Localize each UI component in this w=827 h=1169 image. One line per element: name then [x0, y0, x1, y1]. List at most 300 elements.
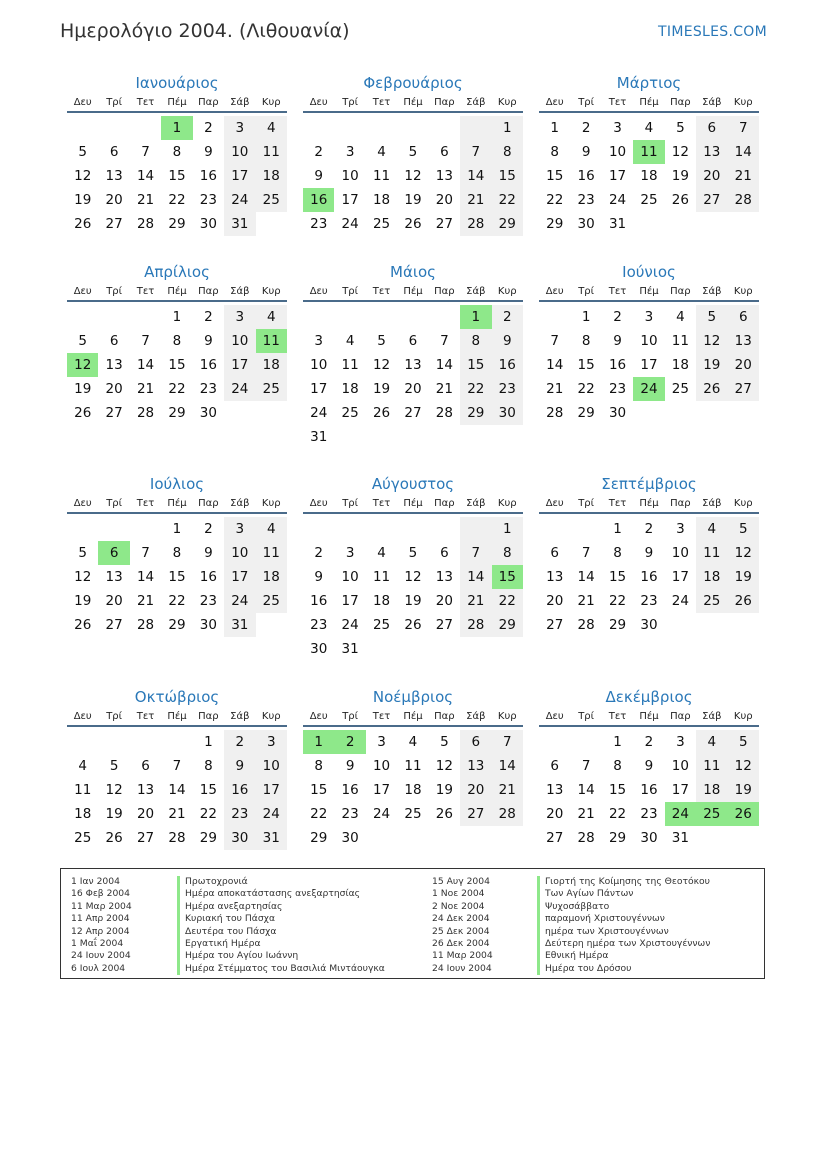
day-cell[interactable]: 15 [577, 357, 595, 373]
day-cell[interactable]: 19 [696, 353, 727, 377]
day-cell[interactable]: 11 [671, 333, 689, 349]
day-cell[interactable]: 15 [492, 565, 523, 589]
day-cell[interactable]: 15 [310, 782, 328, 798]
day-cell[interactable]: 5 [696, 305, 727, 329]
day-cell[interactable]: 5 [78, 144, 87, 160]
day-cell[interactable]: 4 [78, 758, 87, 774]
day-cell[interactable]: 25 [671, 381, 689, 397]
day-cell[interactable]: 30 [640, 830, 658, 846]
day-cell[interactable]: 22 [608, 806, 627, 822]
day-cell[interactable]: 6 [550, 758, 559, 774]
day-cell[interactable]: 9 [345, 758, 355, 774]
day-cell[interactable]: 26 [372, 405, 391, 421]
day-cell[interactable]: 27 [435, 617, 453, 633]
day-cell[interactable]: 14 [460, 164, 491, 188]
day-cell[interactable]: 24 [341, 617, 359, 633]
day-cell[interactable]: 10 [640, 333, 658, 349]
day-cell[interactable]: 8 [172, 545, 182, 561]
day-cell[interactable]: 24 [633, 377, 664, 401]
day-cell[interactable]: 4 [345, 333, 355, 349]
day-cell[interactable]: 23 [224, 802, 255, 826]
day-cell[interactable]: 21 [577, 593, 595, 609]
day-cell[interactable]: 28 [136, 617, 155, 633]
day-cell[interactable]: 13 [435, 569, 453, 585]
day-cell[interactable]: 28 [460, 613, 491, 637]
day-cell[interactable]: 24 [372, 806, 391, 822]
day-cell[interactable]: 8 [492, 541, 523, 565]
day-cell[interactable]: 26 [696, 377, 727, 401]
day-cell[interactable]: 2 [224, 730, 255, 754]
day-cell[interactable]: 14 [492, 754, 523, 778]
day-cell[interactable]: 12 [671, 144, 689, 160]
day-cell[interactable]: 30 [492, 401, 523, 425]
day-cell[interactable]: 11 [341, 357, 359, 373]
day-cell[interactable]: 6 [696, 116, 727, 140]
day-cell[interactable]: 29 [492, 212, 523, 236]
day-cell[interactable]: 28 [546, 405, 564, 421]
day-cell[interactable]: 13 [105, 357, 123, 373]
day-cell[interactable]: 23 [640, 806, 658, 822]
day-cell[interactable]: 13 [136, 782, 155, 798]
day-cell[interactable]: 3 [256, 730, 287, 754]
day-cell[interactable]: 7 [172, 758, 182, 774]
day-cell[interactable]: 2 [613, 309, 622, 325]
day-cell[interactable]: 23 [310, 617, 328, 633]
day-cell[interactable]: 11 [74, 782, 92, 798]
day-cell[interactable]: 29 [199, 830, 217, 846]
day-cell[interactable]: 1 [492, 517, 523, 541]
day-cell[interactable]: 2 [314, 545, 323, 561]
day-cell[interactable]: 13 [105, 569, 123, 585]
day-cell[interactable]: 1 [172, 521, 182, 537]
day-cell[interactable]: 5 [78, 545, 87, 561]
day-cell[interactable]: 18 [74, 806, 92, 822]
day-cell[interactable]: 14 [435, 357, 453, 373]
day-cell[interactable]: 18 [696, 778, 727, 802]
day-cell[interactable]: 29 [492, 613, 523, 637]
day-cell[interactable]: 22 [168, 593, 186, 609]
day-cell[interactable]: 24 [665, 802, 696, 826]
day-cell[interactable]: 1 [550, 120, 559, 136]
day-cell[interactable]: 26 [435, 806, 453, 822]
day-cell[interactable]: 22 [577, 381, 595, 397]
day-cell[interactable]: 20 [728, 353, 759, 377]
day-cell[interactable]: 3 [644, 309, 654, 325]
day-cell[interactable]: 23 [341, 806, 359, 822]
day-cell[interactable]: 4 [408, 734, 418, 750]
day-cell[interactable]: 24 [224, 589, 255, 613]
day-cell[interactable]: 12 [435, 758, 453, 774]
day-cell[interactable]: 2 [314, 144, 323, 160]
day-cell[interactable]: 2 [581, 120, 591, 136]
day-cell[interactable]: 17 [671, 569, 689, 585]
day-cell[interactable]: 29 [168, 216, 186, 232]
day-cell[interactable]: 9 [613, 333, 622, 349]
day-cell[interactable]: 25 [256, 377, 287, 401]
day-cell[interactable]: 25 [640, 192, 658, 208]
day-cell[interactable]: 27 [546, 617, 564, 633]
day-cell[interactable]: 2 [334, 730, 365, 754]
day-cell[interactable]: 2 [492, 305, 523, 329]
day-cell[interactable]: 13 [404, 357, 422, 373]
day-cell[interactable]: 30 [640, 617, 658, 633]
day-cell[interactable]: 12 [74, 569, 92, 585]
day-cell[interactable]: 6 [408, 333, 418, 349]
day-cell[interactable]: 17 [671, 782, 689, 798]
day-cell[interactable]: 14 [728, 140, 759, 164]
day-cell[interactable]: 20 [105, 593, 123, 609]
day-cell[interactable]: 7 [728, 116, 759, 140]
day-cell[interactable]: 14 [546, 357, 564, 373]
day-cell[interactable]: 29 [460, 401, 491, 425]
day-cell[interactable]: 4 [377, 545, 386, 561]
day-cell[interactable]: 5 [440, 734, 449, 750]
day-cell[interactable]: 24 [341, 216, 359, 232]
day-cell[interactable]: 28 [460, 212, 491, 236]
day-cell[interactable]: 31 [671, 830, 689, 846]
day-cell[interactable]: 12 [67, 353, 98, 377]
day-cell[interactable]: 10 [224, 329, 255, 353]
day-cell[interactable]: 31 [224, 212, 255, 236]
day-cell[interactable]: 28 [168, 830, 186, 846]
day-cell[interactable]: 27 [435, 216, 453, 232]
day-cell[interactable]: 16 [303, 188, 334, 212]
day-cell[interactable]: 16 [492, 353, 523, 377]
day-cell[interactable]: 12 [404, 168, 422, 184]
day-cell[interactable]: 21 [435, 381, 453, 397]
day-cell[interactable]: 4 [696, 730, 727, 754]
day-cell[interactable]: 23 [577, 192, 595, 208]
day-cell[interactable]: 28 [492, 802, 523, 826]
day-cell[interactable]: 23 [608, 381, 627, 397]
day-cell[interactable]: 3 [613, 120, 622, 136]
day-cell[interactable]: 6 [460, 730, 491, 754]
day-cell[interactable]: 9 [204, 545, 213, 561]
day-cell[interactable]: 30 [310, 641, 328, 657]
day-cell[interactable]: 31 [310, 429, 328, 445]
day-cell[interactable]: 20 [460, 778, 491, 802]
day-cell[interactable]: 1 [613, 521, 622, 537]
day-cell[interactable]: 25 [696, 589, 727, 613]
day-cell[interactable]: 29 [168, 405, 186, 421]
day-cell[interactable]: 9 [644, 758, 654, 774]
day-cell[interactable]: 19 [404, 192, 422, 208]
day-cell[interactable]: 7 [440, 333, 449, 349]
day-cell[interactable]: 16 [199, 569, 217, 585]
day-cell[interactable]: 22 [460, 377, 491, 401]
day-cell[interactable]: 22 [546, 192, 564, 208]
day-cell[interactable]: 20 [136, 806, 155, 822]
day-cell[interactable]: 21 [492, 778, 523, 802]
day-cell[interactable]: 30 [199, 216, 217, 232]
day-cell[interactable]: 18 [256, 164, 287, 188]
day-cell[interactable]: 18 [372, 593, 391, 609]
day-cell[interactable]: 1 [613, 734, 622, 750]
day-cell[interactable]: 8 [550, 144, 559, 160]
day-cell[interactable]: 3 [224, 116, 255, 140]
day-cell[interactable]: 13 [696, 140, 727, 164]
day-cell[interactable]: 28 [136, 216, 155, 232]
day-cell[interactable]: 29 [577, 405, 595, 421]
day-cell[interactable]: 6 [109, 144, 119, 160]
day-cell[interactable]: 16 [310, 593, 328, 609]
day-cell[interactable]: 22 [608, 593, 627, 609]
day-cell[interactable]: 8 [314, 758, 323, 774]
day-cell[interactable]: 6 [440, 545, 449, 561]
day-cell[interactable]: 13 [435, 168, 453, 184]
day-cell[interactable]: 11 [696, 541, 727, 565]
day-cell[interactable]: 30 [577, 216, 595, 232]
day-cell[interactable]: 20 [546, 593, 564, 609]
day-cell[interactable]: 24 [608, 192, 627, 208]
day-cell[interactable]: 12 [74, 168, 92, 184]
day-cell[interactable]: 10 [310, 357, 328, 373]
day-cell[interactable]: 28 [435, 405, 453, 421]
day-cell[interactable]: 26 [74, 216, 92, 232]
day-cell[interactable]: 26 [74, 617, 92, 633]
day-cell[interactable]: 14 [577, 569, 595, 585]
day-cell[interactable]: 12 [105, 782, 123, 798]
day-cell[interactable]: 7 [550, 333, 559, 349]
day-cell[interactable]: 5 [377, 333, 386, 349]
day-cell[interactable]: 8 [172, 144, 182, 160]
day-cell[interactable]: 3 [314, 333, 323, 349]
day-cell[interactable]: 14 [168, 782, 186, 798]
day-cell[interactable]: 26 [404, 617, 422, 633]
day-cell[interactable]: 7 [141, 545, 150, 561]
day-cell[interactable]: 24 [224, 377, 255, 401]
day-cell[interactable]: 17 [310, 381, 328, 397]
day-cell[interactable]: 4 [256, 517, 287, 541]
day-cell[interactable]: 13 [105, 168, 123, 184]
day-cell[interactable]: 19 [671, 168, 689, 184]
day-cell[interactable]: 18 [256, 353, 287, 377]
day-cell[interactable]: 10 [671, 758, 689, 774]
day-cell[interactable]: 11 [372, 569, 391, 585]
day-cell[interactable]: 6 [98, 541, 129, 565]
day-cell[interactable]: 26 [728, 802, 759, 826]
day-cell[interactable]: 12 [404, 569, 422, 585]
day-cell[interactable]: 5 [78, 333, 87, 349]
day-cell[interactable]: 11 [633, 140, 664, 164]
day-cell[interactable]: 4 [696, 517, 727, 541]
day-cell[interactable]: 28 [577, 830, 595, 846]
day-cell[interactable]: 5 [676, 120, 685, 136]
day-cell[interactable]: 2 [204, 521, 213, 537]
day-cell[interactable]: 6 [440, 144, 449, 160]
day-cell[interactable]: 30 [608, 405, 627, 421]
day-cell[interactable]: 12 [728, 541, 759, 565]
day-cell[interactable]: 28 [577, 617, 595, 633]
day-cell[interactable]: 23 [199, 192, 217, 208]
day-cell[interactable]: 31 [341, 641, 359, 657]
day-cell[interactable]: 15 [546, 168, 564, 184]
day-cell[interactable]: 11 [256, 541, 287, 565]
day-cell[interactable]: 16 [640, 782, 658, 798]
day-cell[interactable]: 24 [310, 405, 328, 421]
day-cell[interactable]: 25 [256, 589, 287, 613]
day-cell[interactable]: 6 [141, 758, 150, 774]
day-cell[interactable]: 18 [671, 357, 689, 373]
day-cell[interactable]: 15 [199, 782, 217, 798]
day-cell[interactable]: 31 [256, 826, 287, 850]
day-cell[interactable]: 19 [728, 565, 759, 589]
day-cell[interactable]: 5 [109, 758, 119, 774]
day-cell[interactable]: 19 [404, 593, 422, 609]
day-cell[interactable]: 19 [74, 192, 92, 208]
day-cell[interactable]: 25 [341, 405, 359, 421]
day-cell[interactable]: 13 [728, 329, 759, 353]
day-cell[interactable]: 1 [581, 309, 591, 325]
day-cell[interactable]: 1 [161, 116, 192, 140]
day-cell[interactable]: 6 [109, 333, 119, 349]
day-cell[interactable]: 3 [676, 521, 685, 537]
day-cell[interactable]: 20 [435, 593, 453, 609]
day-cell[interactable]: 14 [577, 782, 595, 798]
day-cell[interactable]: 16 [577, 168, 595, 184]
day-cell[interactable]: 10 [341, 569, 359, 585]
day-cell[interactable]: 28 [136, 405, 155, 421]
day-cell[interactable]: 9 [204, 144, 213, 160]
day-cell[interactable]: 21 [136, 381, 155, 397]
day-cell[interactable]: 9 [581, 144, 591, 160]
day-cell[interactable]: 20 [435, 192, 453, 208]
day-cell[interactable]: 27 [105, 617, 123, 633]
day-cell[interactable]: 24 [224, 188, 255, 212]
day-cell[interactable]: 24 [671, 593, 689, 609]
day-cell[interactable]: 3 [377, 734, 386, 750]
day-cell[interactable]: 9 [492, 329, 523, 353]
day-cell[interactable]: 10 [341, 168, 359, 184]
day-cell[interactable]: 19 [105, 806, 123, 822]
day-cell[interactable]: 22 [168, 192, 186, 208]
day-cell[interactable]: 27 [404, 405, 422, 421]
day-cell[interactable]: 13 [546, 569, 564, 585]
day-cell[interactable]: 25 [372, 617, 391, 633]
day-cell[interactable]: 15 [460, 353, 491, 377]
day-cell[interactable]: 2 [204, 120, 213, 136]
day-cell[interactable]: 14 [136, 168, 155, 184]
day-cell[interactable]: 10 [224, 541, 255, 565]
day-cell[interactable]: 4 [644, 120, 654, 136]
day-cell[interactable]: 16 [608, 357, 627, 373]
day-cell[interactable]: 10 [608, 144, 627, 160]
day-cell[interactable]: 29 [546, 216, 564, 232]
day-cell[interactable]: 9 [314, 569, 323, 585]
day-cell[interactable]: 8 [172, 333, 182, 349]
day-cell[interactable]: 15 [492, 164, 523, 188]
day-cell[interactable]: 18 [640, 168, 658, 184]
day-cell[interactable]: 21 [728, 164, 759, 188]
day-cell[interactable]: 15 [608, 782, 627, 798]
day-cell[interactable]: 12 [728, 754, 759, 778]
day-cell[interactable]: 20 [105, 381, 123, 397]
day-cell[interactable]: 10 [372, 758, 391, 774]
day-cell[interactable]: 18 [404, 782, 422, 798]
day-cell[interactable]: 30 [199, 405, 217, 421]
day-cell[interactable]: 16 [199, 168, 217, 184]
day-cell[interactable]: 13 [460, 754, 491, 778]
day-cell[interactable]: 16 [199, 357, 217, 373]
day-cell[interactable]: 26 [728, 589, 759, 613]
day-cell[interactable]: 10 [224, 140, 255, 164]
day-cell[interactable]: 27 [105, 405, 123, 421]
day-cell[interactable]: 19 [74, 593, 92, 609]
day-cell[interactable]: 4 [377, 144, 386, 160]
day-cell[interactable]: 22 [168, 381, 186, 397]
day-cell[interactable]: 1 [492, 116, 523, 140]
day-cell[interactable]: 3 [345, 144, 355, 160]
day-cell[interactable]: 12 [372, 357, 391, 373]
day-cell[interactable]: 5 [728, 517, 759, 541]
day-cell[interactable]: 11 [256, 329, 287, 353]
day-cell[interactable]: 9 [224, 754, 255, 778]
day-cell[interactable]: 31 [224, 613, 255, 637]
day-cell[interactable]: 17 [224, 353, 255, 377]
day-cell[interactable]: 16 [640, 569, 658, 585]
day-cell[interactable]: 20 [546, 806, 564, 822]
day-cell[interactable]: 1 [460, 305, 491, 329]
day-cell[interactable]: 7 [460, 541, 491, 565]
day-cell[interactable]: 14 [136, 569, 155, 585]
day-cell[interactable]: 21 [136, 192, 155, 208]
day-cell[interactable]: 25 [256, 188, 287, 212]
day-cell[interactable]: 25 [372, 216, 391, 232]
day-cell[interactable]: 20 [404, 381, 422, 397]
day-cell[interactable]: 3 [676, 734, 685, 750]
day-cell[interactable]: 11 [372, 168, 391, 184]
day-cell[interactable]: 13 [546, 782, 564, 798]
day-cell[interactable]: 17 [640, 357, 658, 373]
day-cell[interactable]: 19 [372, 381, 391, 397]
day-cell[interactable]: 6 [550, 545, 559, 561]
day-cell[interactable]: 26 [671, 192, 689, 208]
day-cell[interactable]: 24 [256, 802, 287, 826]
day-cell[interactable]: 26 [74, 405, 92, 421]
day-cell[interactable]: 17 [224, 164, 255, 188]
day-cell[interactable]: 19 [728, 778, 759, 802]
day-cell[interactable]: 20 [105, 192, 123, 208]
day-cell[interactable]: 19 [74, 381, 92, 397]
day-cell[interactable]: 19 [435, 782, 453, 798]
day-cell[interactable]: 12 [696, 329, 727, 353]
day-cell[interactable]: 27 [546, 830, 564, 846]
day-cell[interactable]: 16 [341, 782, 359, 798]
day-cell[interactable]: 23 [310, 216, 328, 232]
day-cell[interactable]: 17 [256, 778, 287, 802]
day-cell[interactable]: 4 [676, 309, 685, 325]
day-cell[interactable]: 17 [341, 593, 359, 609]
day-cell[interactable]: 21 [577, 806, 595, 822]
day-cell[interactable]: 18 [696, 565, 727, 589]
day-cell[interactable]: 11 [404, 758, 422, 774]
day-cell[interactable]: 17 [224, 565, 255, 589]
day-cell[interactable]: 6 [728, 305, 759, 329]
day-cell[interactable]: 29 [168, 617, 186, 633]
day-cell[interactable]: 22 [492, 589, 523, 613]
day-cell[interactable]: 5 [408, 545, 418, 561]
day-cell[interactable]: 15 [608, 569, 627, 585]
day-cell[interactable]: 3 [224, 305, 255, 329]
day-cell[interactable]: 21 [136, 593, 155, 609]
day-cell[interactable]: 8 [581, 333, 591, 349]
day-cell[interactable]: 8 [613, 758, 622, 774]
day-cell[interactable]: 8 [613, 545, 622, 561]
day-cell[interactable]: 23 [199, 593, 217, 609]
day-cell[interactable]: 11 [696, 754, 727, 778]
day-cell[interactable]: 10 [671, 545, 689, 561]
day-cell[interactable]: 21 [168, 806, 186, 822]
